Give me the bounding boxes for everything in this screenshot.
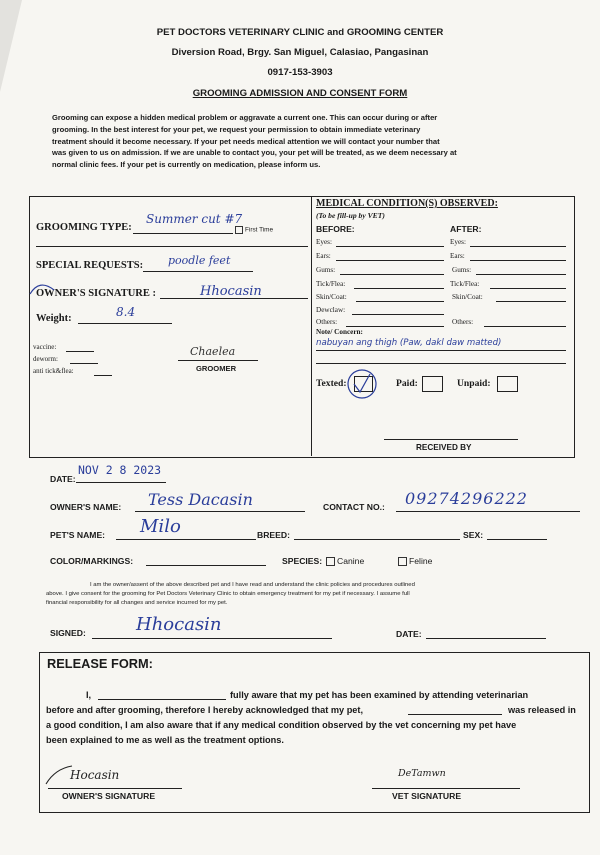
breed-label: BREED: [257,530,290,540]
before-ears-label: Ears: [316,252,331,260]
color-label: COLOR/MARKINGS: [50,556,134,566]
paid-label: Paid: [396,378,418,389]
clinic-address: Diversion Road, Brgy. San Miguel, Calasiao, Pangasinan [171,47,429,58]
release-i-label: I, [86,690,92,700]
after-label: AFTER: [450,224,482,234]
intro-line: grooming. In the best interest for your pet, we request your permission to obtain immediate veterinary [52,124,421,134]
before-dewclaw-line [352,314,444,315]
grooming-type-line [133,233,233,234]
vaccine-line [66,351,94,352]
before-ears-line [336,260,444,261]
pet-name-value[interactable]: Milo [140,516,181,537]
release-line4: been explained to me as well as the treatment options. [46,735,284,745]
strike-mark-icon [28,280,58,298]
release-line2-b: was released in [508,705,576,715]
owner-signature-release-line [48,788,182,789]
medical-title: MEDICAL CONDITION(S) OBSERVED: [316,198,498,209]
after-ears-line [470,260,566,261]
intro-line: Grooming can expose a hidden medical problem or aggravate a current one. This can occur during or after [52,113,438,122]
deworm-label: deworm: [33,355,58,363]
owner-name-line [135,511,305,512]
after-tick-label: Tick/Flea: [450,280,480,288]
after-tick-line [490,288,566,289]
medical-subtitle: (To be fill-up by VET) [316,211,385,220]
paid-checkbox[interactable] [422,376,443,392]
deworm-line [70,363,98,364]
signed-label: SIGNED: [50,628,86,638]
first-time-label: First Time [245,226,274,234]
before-gums-label: Gums: [316,266,336,274]
weight-value[interactable]: 8.4 [116,305,136,319]
release-pet-line [408,714,502,715]
after-ears-label: Ears: [450,252,465,260]
grooming-type-label: GROOMING TYPE: [36,222,132,233]
grooming-type-line2 [36,246,308,247]
after-skin-label: Skin/Coat: [452,293,483,301]
form-title: GROOMING ADMISSION AND CONSENT FORM [192,88,408,99]
contact-line [396,511,580,512]
release-title: RELEASE FORM: [47,656,153,671]
note-line2 [316,363,566,364]
sex-label: SEX: [463,530,484,540]
before-tick-line [354,288,444,289]
before-others-label: Others: [316,318,338,326]
before-gums-line [340,274,444,275]
weight-line [78,323,172,324]
before-eyes-line [336,246,444,247]
box-divider [311,197,312,456]
consent-line: I am the owner/assent of the above described pet and I have read and understand the clinic policies and procedures outlined [90,582,415,588]
circled-check-icon [344,366,380,402]
feline-label: Feline [409,556,433,566]
date-line [76,482,166,483]
color-line [146,565,266,566]
after-gums-label: Gums: [452,266,472,274]
date-label: DATE: [50,474,76,484]
before-tick-label: Tick/Flea: [316,280,346,288]
owner-signature-release-label: OWNER'S SIGNATURE [62,791,156,801]
release-line1: fully aware that my pet has been examined by attending veterinarian [230,690,529,700]
special-requests-value[interactable]: poodle feet [168,254,231,267]
date-stamp[interactable]: NOV 2 8 2023 [78,463,162,477]
after-skin-line [496,301,566,302]
before-others-line [346,326,444,327]
release-owner-signature[interactable]: Hocasin [70,768,120,782]
pet-name-line [116,539,256,540]
note-label: Note/ Concern: [316,328,363,336]
feline-option[interactable] [398,556,432,566]
received-by-label: RECEIVED BY [416,443,472,452]
owner-name-label: OWNER'S NAME: [50,502,122,512]
clinic-phone: 0917-153-3903 [267,67,333,78]
intro-paragraph [52,112,552,171]
vet-signature-label: VET SIGNATURE [392,791,462,801]
groomer-line [178,360,258,361]
after-others-label: Others: [452,318,474,326]
unpaid-checkbox[interactable] [497,376,518,392]
canine-label: Canine [337,556,365,566]
before-skin-line [356,301,444,302]
unpaid-label: Unpaid: [457,378,491,389]
after-gums-line [476,274,566,275]
owner-signature-label: OWNER'S SIGNATURE : [36,288,156,299]
after-eyes-label: Eyes: [450,238,466,246]
signed-value[interactable]: Hhocasin [136,614,222,635]
vet-signature[interactable]: DeTamwn [398,768,446,779]
antitick-label: anti tick&flea: [33,367,74,375]
vaccine-label: vaccine: [33,343,57,351]
before-skin-label: Skin/Coat: [316,293,347,301]
signature-flourish-icon [42,764,76,786]
contact-label: CONTACT NO.: [323,502,385,512]
first-time-checkbox[interactable] [235,226,273,234]
received-by-line [384,439,518,440]
sex-line [487,539,547,540]
owner-signature-value[interactable]: Hhocasin [200,284,262,299]
after-eyes-line [470,246,566,247]
antitick-line [94,375,112,376]
consent-line: financial responsibility for all changes and service incurred for my pet. [46,600,228,606]
release-name-line [98,699,226,700]
groomer-signature-value[interactable]: Chaelea [190,345,236,358]
consent-line: above. I give consent for the grooming for Pet Doctors Veterinary Clinic to obtain emergency treatment for my pet if necessary. I assume full [46,591,410,597]
weight-label: Weight: [36,313,72,324]
release-line2-a: before and after grooming, therefore I hereby acknowledged that my pet, [46,705,364,715]
pet-name-label: PET'S NAME: [50,530,106,540]
intro-line: was given to us on admission. If we are unable to contact you, your pet will be treated, as we deem necessary at [52,148,457,158]
before-label: BEFORE: [316,224,355,234]
release-line3: a good condition, I am also aware that if any medical condition observed by the vet concerning my pet have [46,720,517,730]
note-line [316,350,566,351]
clinic-name: PET DOCTORS VETERINARY CLINIC and GROOMING CENTER [156,27,444,38]
admission-box [29,196,575,458]
signed-date-line [426,638,546,639]
intro-line: treatment should it become necessary. If your pet needs medical attention we will contact your number that [52,136,440,146]
note-value[interactable]: nabuyan ang thigh (Paw, dakl daw matted) [316,338,502,348]
intro-line: normal clinic fees. If your pet is currently on medication, please inform us. [52,160,321,170]
species-label: SPECIES: [282,556,323,566]
consent-paragraph [46,581,564,608]
grooming-type-value[interactable]: Summer cut #7 [146,212,243,226]
signed-line [92,638,332,639]
owner-name-value[interactable]: Tess Dacasin [148,490,253,509]
after-others-line [484,326,566,327]
texted-label: Texted: [316,378,347,389]
groomer-label: GROOMER [196,364,237,373]
vet-signature-line [372,788,520,789]
before-eyes-label: Eyes: [316,238,332,246]
special-requests-label: SPECIAL REQUESTS: [36,260,144,271]
canine-option[interactable] [326,556,364,566]
before-dewclaw-label: Dewclaw: [316,306,346,314]
contact-value[interactable]: 09274296222 [405,489,528,508]
breed-line [294,539,460,540]
special-requests-line [143,271,253,272]
signed-date-label: DATE: [396,629,422,639]
folded-corner [0,0,22,92]
